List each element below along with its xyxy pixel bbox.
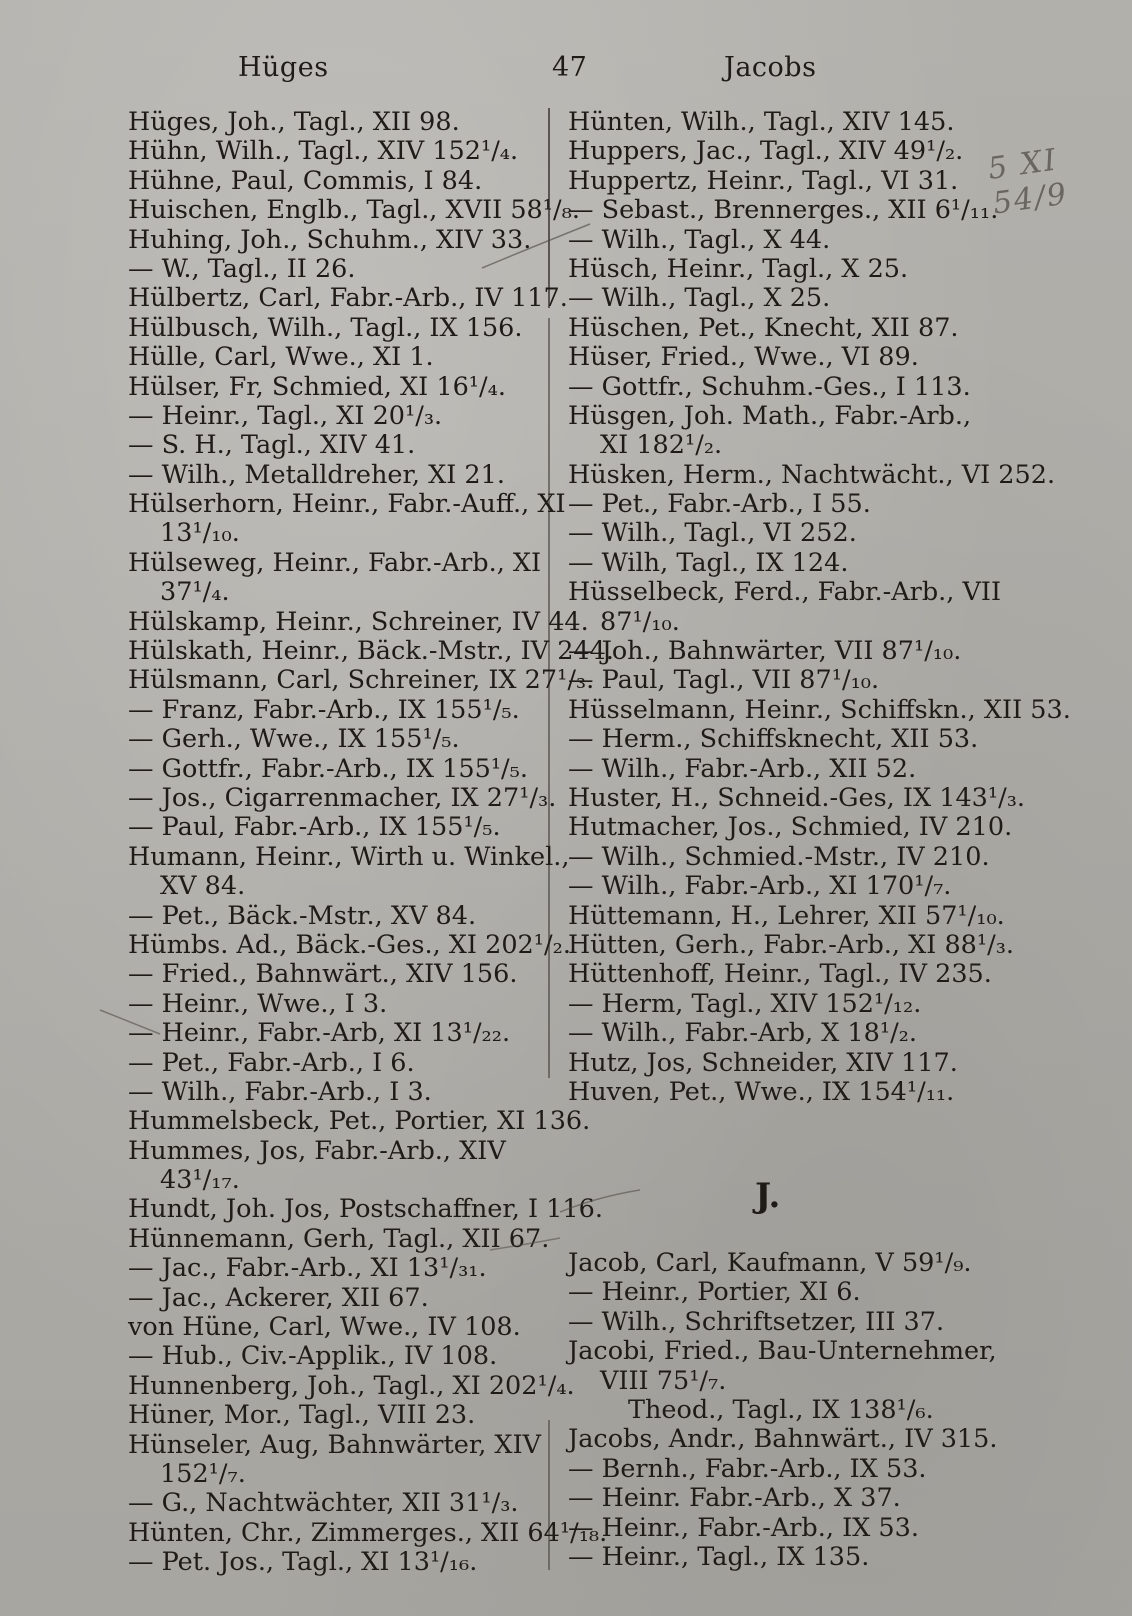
entry: Hühne, Paul, Commis, I 84.	[128, 165, 483, 196]
entry: Hüschen, Pet., Knecht, XII 87.	[568, 312, 959, 343]
entry: — Bernh., Fabr.-Arb., IX 53.	[568, 1453, 927, 1484]
pencil-stroke	[490, 1238, 560, 1250]
entry: Huhing, Joh., Schuhm., XIV 33.	[128, 224, 532, 255]
entry: — Heinr., Fabr.-Arb., IX 53.	[568, 1512, 919, 1543]
entry: — Heinr., Tagl., XI 20¹/₃.	[128, 400, 443, 431]
entry: — Wilh., Fabr.-Arb, X 18¹/₂.	[568, 1018, 918, 1049]
entry: Theod., Tagl., IX 138¹/₆.	[628, 1394, 934, 1425]
entry: — Paul, Tagl., VII 87¹/₁₀.	[568, 665, 880, 696]
entry: von Hüne, Carl, Wwe., IV 108.	[128, 1312, 521, 1343]
entry: Hülskamp, Heinr., Schreiner, IV 44.	[128, 606, 589, 637]
entry: — Wilh., Schmied.-Mstr., IV 210.	[568, 841, 990, 872]
entry: Hüsselmann, Heinr., Schiffskn., XII 53.	[568, 694, 1071, 725]
header-last-entry: Jacobs	[724, 52, 817, 83]
entry: — Heinr., Tagl., IX 135.	[568, 1541, 870, 1572]
entry: — Gottfr., Fabr.-Arb., IX 155¹/₅.	[128, 753, 528, 784]
entry: — Wilh., Metalldreher, XI 21.	[128, 459, 505, 490]
entry: — Wilh., Fabr.-Arb., I 3.	[128, 1076, 432, 1107]
entry: Hülserhorn, Heinr., Fabr.-Auff., XI	[128, 489, 566, 520]
entry: Hümbs. Ad., Bäck.-Ges., XI 202¹/₂.	[128, 929, 571, 960]
entry: Hütten, Gerh., Fabr.-Arb., XI 88¹/₃.	[568, 929, 1015, 960]
entry: — Jos., Cigarrenmacher, IX 27¹/₃.	[128, 782, 557, 813]
entry: Hünten, Chr., Zimmerges., XII 64¹/₁₈.	[128, 1517, 608, 1548]
entry: Hülbusch, Wilh., Tagl., IX 156.	[128, 312, 523, 343]
entry: Hummelsbeck, Pet., Portier, XI 136.	[128, 1106, 591, 1137]
entry-continuation: 13¹/₁₀.	[160, 518, 240, 549]
entry: Hutmacher, Jos., Schmied, IV 210.	[568, 812, 1013, 843]
entry: Hühn, Wilh., Tagl., XIV 152¹/₄.	[128, 136, 519, 167]
entry: — Wilh., Fabr.-Arb., XI 170¹/₇.	[568, 871, 952, 902]
section-heading-j: J.	[755, 1176, 781, 1216]
entry: — G., Nachtwächter, XII 31¹/₃.	[128, 1488, 519, 1519]
entry-continuation: XV 84.	[160, 871, 246, 902]
entry: — Pet., Fabr.-Arb., I 55.	[568, 489, 871, 520]
handwritten-margin-note: 5 XI 54/9	[985, 142, 1071, 222]
entry: Jacob, Carl, Kaufmann, V 59¹/₉.	[568, 1248, 972, 1278]
entry: — Heinr., Portier, XI 6.	[568, 1277, 861, 1308]
entry: Hüsselbeck, Ferd., Fabr.-Arb., VII	[568, 577, 1002, 608]
entry: — Gottfr., Schuhm.-Ges., I 113.	[568, 371, 971, 402]
entry: Hundt, Joh. Jos, Postschaffner, I 116.	[128, 1194, 603, 1225]
entry: Huster, H., Schneid.-Ges, IX 143¹/₃.	[568, 782, 1026, 813]
entry: Hüttenhoff, Heinr., Tagl., IV 235.	[568, 959, 992, 990]
entry-continuation: 152¹/₇.	[160, 1458, 246, 1489]
entry: Hülseweg, Heinr., Fabr.-Arb., XI	[128, 547, 542, 578]
entry: Huppertz, Heinr., Tagl., VI 31.	[568, 165, 959, 196]
entry: — Wilh., Fabr.-Arb., XII 52.	[568, 753, 917, 784]
entry: — Gerh., Wwe., IX 155¹/₅.	[128, 724, 460, 755]
entry: — Heinr. Fabr.-Arb., X 37.	[568, 1483, 901, 1514]
pencil-stroke	[560, 1190, 640, 1212]
entry: — Wilh., Tagl., X 25.	[568, 283, 831, 314]
entry: — Paul, Fabr.-Arb., IX 155¹/₅.	[128, 812, 501, 843]
entry-continuation: 37¹/₄.	[160, 577, 230, 608]
entry: Hünseler, Aug, Bahnwärter, XIV	[128, 1429, 542, 1460]
entry: — Herm., Schiffsknecht, XII 53.	[568, 724, 979, 755]
entry-continuation: 87¹/₁₀.	[600, 606, 680, 637]
entry: Hülser, Fr, Schmied, XI 16¹/₄.	[128, 371, 506, 402]
entry: — Heinr., Fabr.-Arb, XI 13¹/₂₂.	[128, 1018, 511, 1049]
entry: Hutz, Jos, Schneider, XIV 117.	[568, 1047, 958, 1078]
entry: Hünten, Wilh., Tagl., XIV 145.	[568, 107, 955, 137]
entry: Huven, Pet., Wwe., IX 154¹/₁₁.	[568, 1076, 955, 1107]
entry: — Wilh., Tagl., VI 252.	[568, 518, 857, 549]
entry: — Jac., Ackerer, XII 67.	[128, 1282, 429, 1313]
entry: Hülskath, Heinr., Bäck.-Mstr., IV 244.	[128, 636, 614, 667]
entry: — Wilh., Schriftsetzer, III 37.	[568, 1306, 945, 1337]
entry: Hülbertz, Carl, Fabr.-Arb., IV 117.	[128, 283, 568, 314]
entry: — Franz, Fabr.-Arb., IX 155¹/₅.	[128, 694, 520, 725]
header-first-entry: Hüges	[238, 52, 329, 83]
entry: — Pet., Bäck.-Mstr., XV 84.	[128, 900, 477, 931]
entry: Hunnenberg, Joh., Tagl., XI 202¹/₄.	[128, 1370, 575, 1401]
entry: Hüsch, Heinr., Tagl., X 25.	[568, 253, 909, 284]
entry: — Hub., Civ.-Applik., IV 108.	[128, 1341, 498, 1372]
entry: Hüttemann, H., Lehrer, XII 57¹/₁₀.	[568, 900, 1005, 931]
entry: — Herm, Tagl., XIV 152¹/₁₂.	[568, 988, 922, 1019]
entry: Hüser, Fried., Wwe., VI 89.	[568, 342, 919, 373]
entry: Hüsgen, Joh. Math., Fabr.-Arb.,	[568, 400, 972, 431]
entry: Hüsken, Herm., Nachtwächt., VI 252.	[568, 459, 1056, 490]
entry-continuation: XI 182¹/₂.	[600, 430, 723, 461]
entry: — Fried., Bahnwärt., XIV 156.	[128, 959, 518, 990]
entry: Huppers, Jac., Tagl., XIV 49¹/₂.	[568, 136, 964, 167]
entry: — Pet., Fabr.-Arb., I 6.	[128, 1047, 415, 1078]
entry: Hünnemann, Gerh, Tagl., XII 67.	[128, 1223, 550, 1254]
entry: Hülsmann, Carl, Schreiner, IX 27¹/₃.	[128, 665, 595, 696]
entry: — W., Tagl., II 26.	[128, 253, 356, 284]
entry: — Sebast., Brennerges., XII 6¹/₁₁.	[568, 195, 999, 226]
entry: Humann, Heinr., Wirth u. Winkel.,	[128, 841, 570, 872]
entry: Hüges, Joh., Tagl., XII 98.	[128, 107, 460, 137]
entry: — S. H., Tagl., XIV 41.	[128, 430, 416, 461]
pencil-stroke	[482, 224, 590, 268]
entry: Hülle, Carl, Wwe., XI 1.	[128, 342, 434, 373]
page-number: 47	[552, 52, 588, 83]
entry: — Wilh, Tagl., IX 124.	[568, 547, 849, 578]
entry: Jacobs, Andr., Bahnwärt., IV 315.	[568, 1424, 998, 1455]
entry: — Wilh., Tagl., X 44.	[568, 224, 831, 255]
entry: — Heinr., Wwe., I 3.	[128, 988, 388, 1019]
entry: — Pet. Jos., Tagl., XI 13¹/₁₆.	[128, 1547, 478, 1578]
entry: — Jac., Fabr.-Arb., XI 13¹/₃₁.	[128, 1253, 487, 1284]
entry: — Joh., Bahnwärter, VII 87¹/₁₀.	[568, 636, 962, 667]
entry: Jacobi, Fried., Bau-Unternehmer,	[568, 1336, 997, 1367]
pencil-stroke	[100, 1010, 160, 1034]
entry: Hummes, Jos, Fabr.-Arb., XIV	[128, 1135, 506, 1166]
entry-continuation: VIII 75¹/₇.	[600, 1365, 727, 1396]
entry-continuation: 43¹/₁₇.	[160, 1165, 240, 1196]
entry: Hüner, Mor., Tagl., VIII 23.	[128, 1400, 476, 1431]
entry: Huischen, Englb., Tagl., XVII 58¹/₈.	[128, 195, 580, 226]
